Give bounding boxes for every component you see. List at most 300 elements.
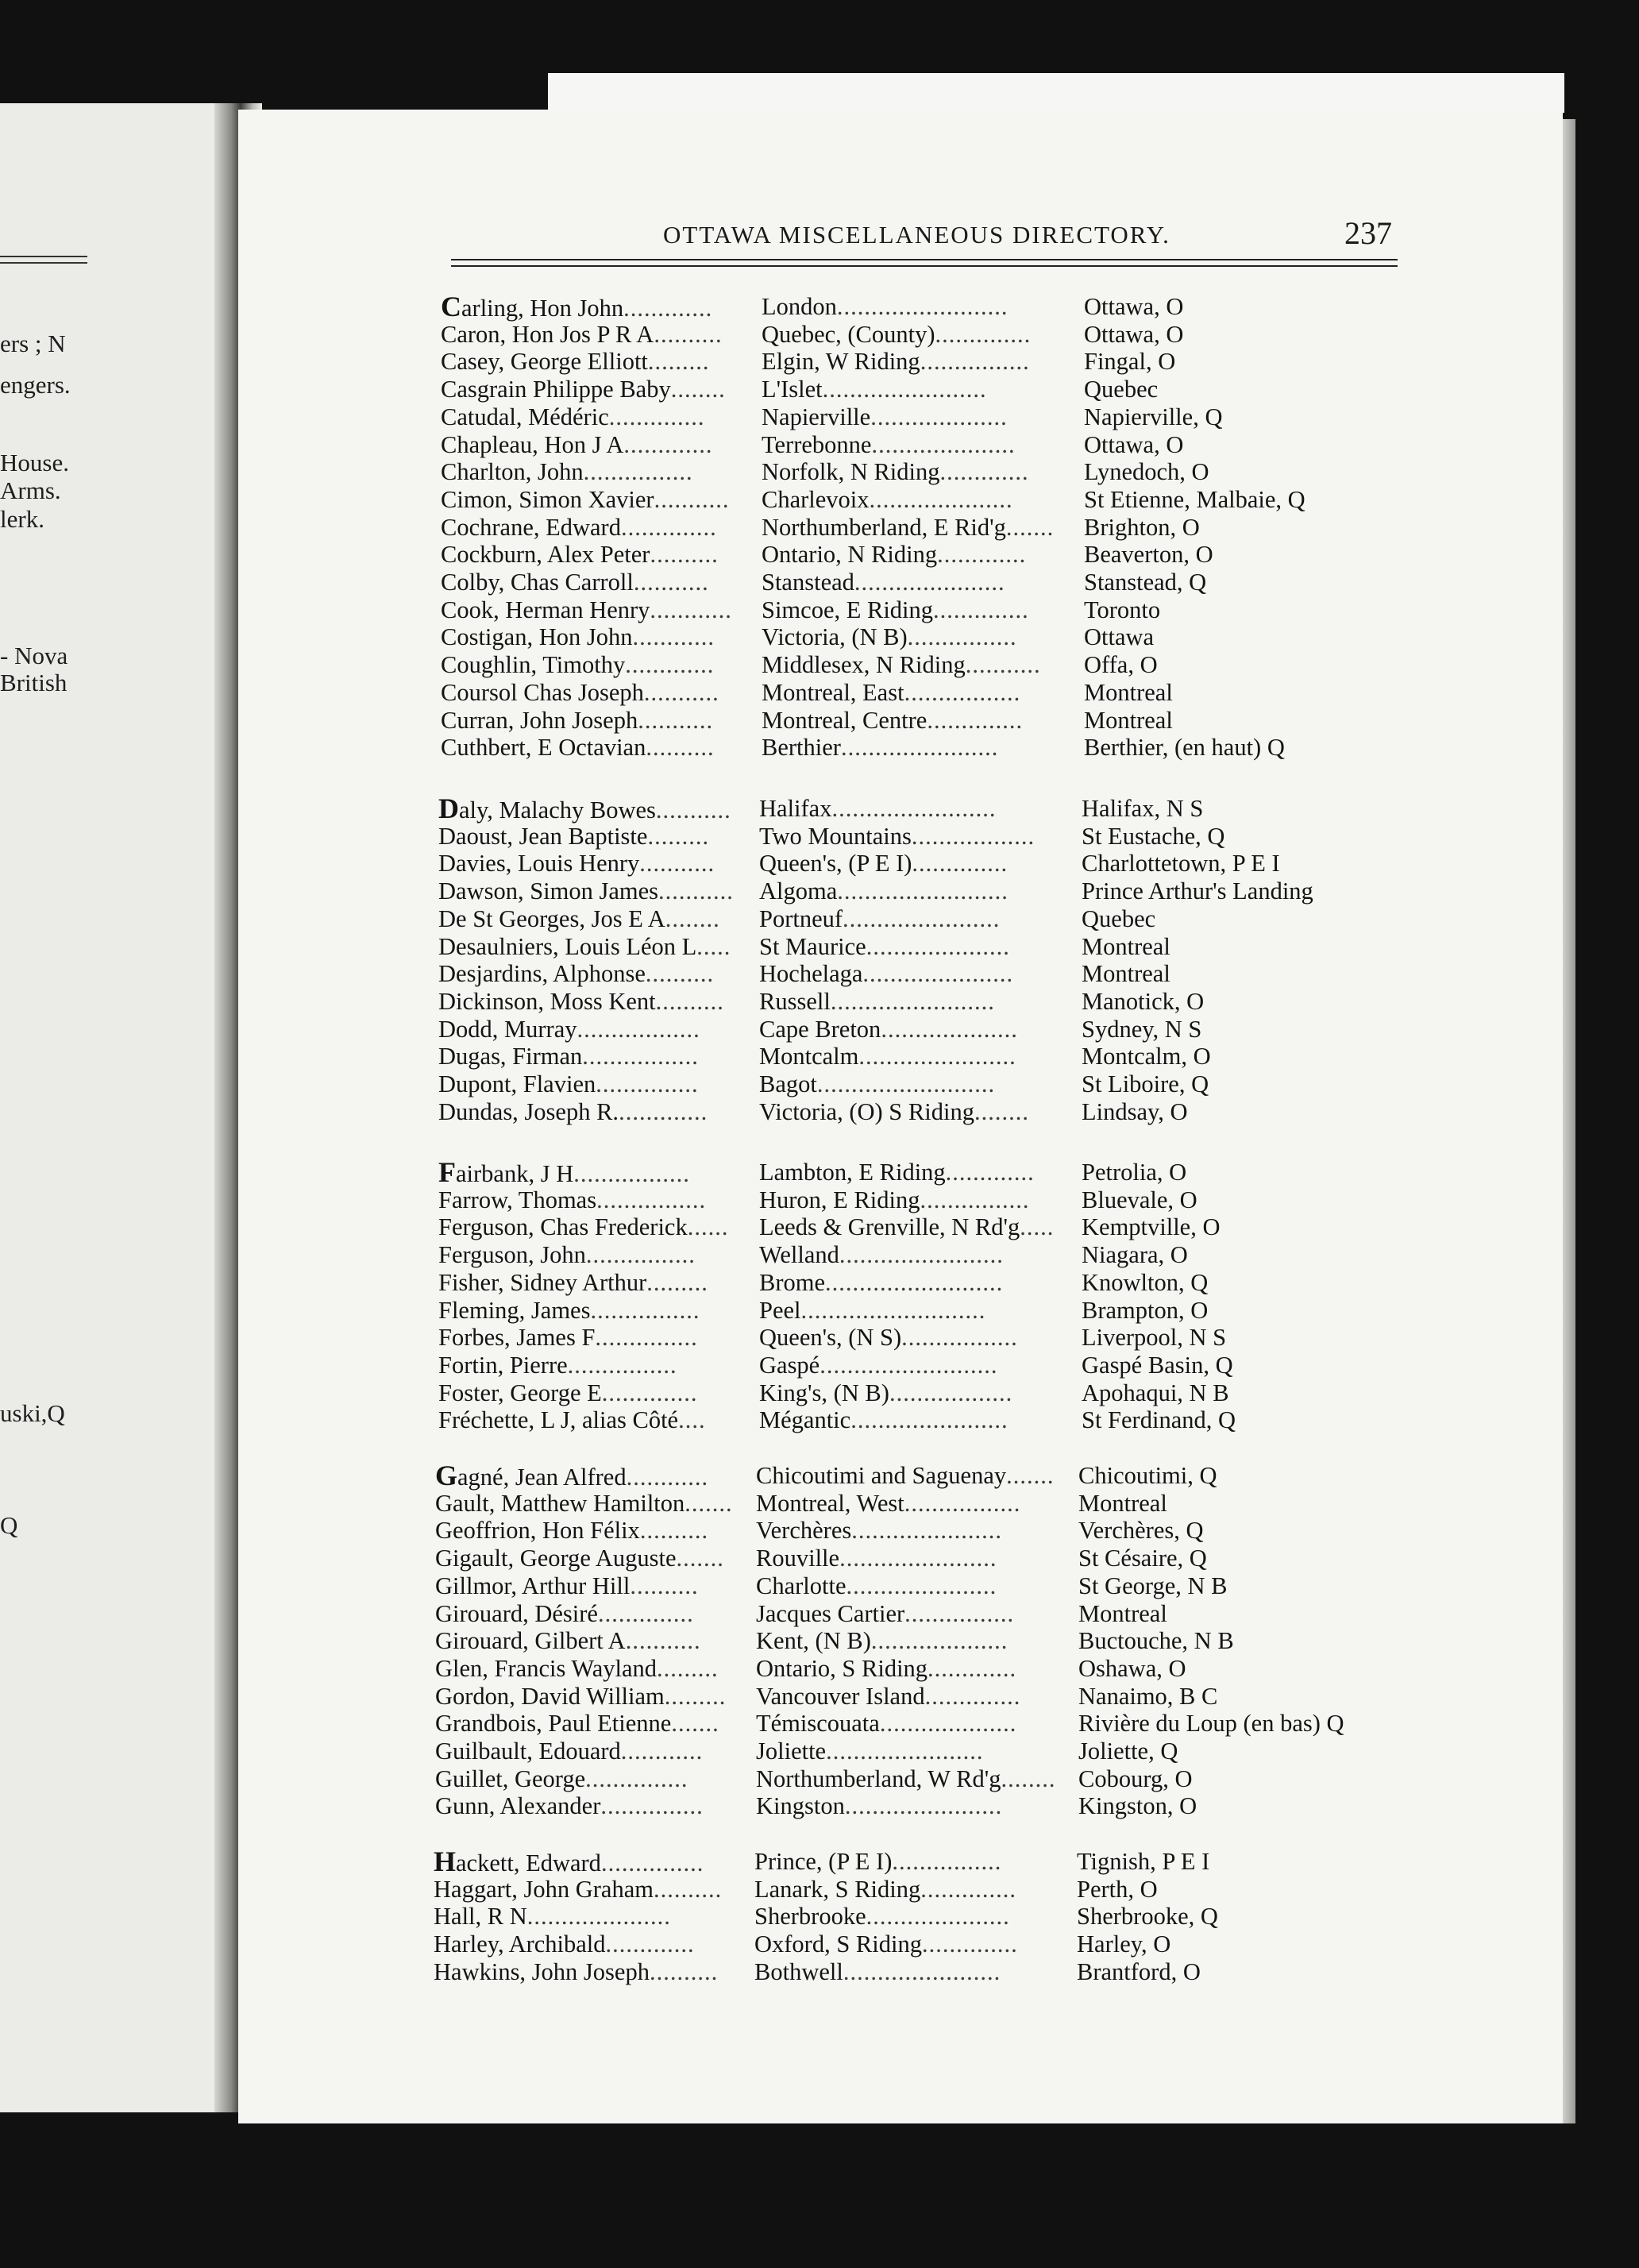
leader-dots: .............. (921, 1930, 1018, 1958)
constituency: Montreal, Centre.............. (762, 706, 1024, 734)
constituency: Victoria, (O) S Riding........ (759, 1097, 1029, 1125)
leader-dots: ............. (623, 430, 713, 458)
leader-dots: ................ (920, 348, 1030, 376)
post-office: Tignish, P E I (1077, 1848, 1210, 1875)
constituency: Montcalm....................... (759, 1043, 1016, 1070)
leader-dots: ................ (583, 458, 693, 486)
member-name: Cockburn, Alex Peter.......... (441, 541, 719, 569)
leader-dots: ...................... (862, 960, 1014, 988)
constituency: Bagot.......................... (759, 1070, 996, 1097)
left-page-fragment: Q (0, 1511, 18, 1539)
member-name: Costigan, Hon John............ (441, 623, 715, 651)
member-name: Casgrain Philippe Baby........ (441, 376, 726, 403)
member-name: Dodd, Murray.................. (438, 1015, 700, 1043)
post-office: Kemptville, O (1082, 1213, 1221, 1241)
leader-dots: ................ (567, 1351, 677, 1379)
left-page-fragment: House. (0, 449, 69, 476)
post-office: St Césaire, Q (1078, 1545, 1207, 1572)
left-page-rule (0, 262, 87, 264)
header-rule (451, 259, 1398, 260)
leader-dots: ................ (892, 1848, 1002, 1875)
leader-dots: .................... (870, 403, 1008, 430)
post-office: Fingal, O (1084, 348, 1176, 376)
leader-dots: ......................... (837, 878, 1008, 905)
leader-dots: .......................... (816, 1070, 996, 1097)
leader-dots: ....... (676, 1545, 724, 1572)
post-office: Montcalm, O (1082, 1043, 1211, 1070)
leader-dots: ...................... (854, 569, 1005, 596)
member-name: Fairbank, J H................. (438, 1156, 690, 1188)
page-edge (1563, 119, 1575, 2123)
left-page-fragment: lerk. (0, 505, 44, 533)
left-page-fragment: ers ; N (0, 330, 66, 357)
constituency: St Maurice..................... (759, 932, 1010, 960)
leader-dots: ........................ (830, 987, 995, 1015)
constituency: Elgin, W Riding................ (762, 348, 1030, 376)
header-rule (451, 265, 1398, 267)
leader-dots: .......... (650, 541, 719, 569)
leader-dots: .... (678, 1406, 706, 1434)
left-page (0, 103, 238, 2112)
post-office: Prince Arthur's Landing (1082, 878, 1313, 905)
leader-dots: ....................... (858, 1043, 1016, 1070)
constituency: Bothwell....................... (754, 1958, 1001, 1985)
post-office: Lindsay, O (1082, 1097, 1188, 1125)
leader-dots: ........ (670, 376, 726, 403)
constituency: Algoma......................... (759, 878, 1008, 905)
member-name: Forbes, James F............... (438, 1324, 698, 1352)
post-office: St Ferdinand, Q (1082, 1406, 1236, 1434)
leader-dots: .......... (654, 320, 723, 348)
leader-dots: ....................... (839, 1545, 997, 1572)
leader-dots: ................. (582, 1043, 699, 1070)
leader-dots: .............. (912, 850, 1008, 878)
leader-dots: ............. (927, 1654, 1017, 1682)
post-office: Beaverton, O (1084, 541, 1213, 569)
constituency: Ontario, S Riding............. (756, 1654, 1017, 1682)
member-name: Gillmor, Arthur Hill.......... (435, 1572, 699, 1599)
leader-dots: ........ (665, 904, 720, 932)
constituency: Terrebonne..................... (762, 430, 1016, 458)
leader-dots: ........................ (831, 795, 997, 822)
member-name: Coursol Chas Joseph........... (441, 678, 719, 706)
leader-dots: ............. (937, 541, 1027, 569)
post-office: Kingston, O (1078, 1792, 1197, 1820)
post-office: Montreal (1084, 678, 1173, 706)
member-name: Cochrane, Edward.............. (441, 513, 717, 541)
leader-dots: ........... (633, 569, 709, 596)
leader-dots: ..................... (866, 932, 1010, 960)
leader-dots: ........... (654, 485, 730, 513)
leader-dots: ..... (1020, 1213, 1055, 1241)
member-name: Davies, Louis Henry........... (438, 850, 715, 878)
constituency: Chicoutimi and Saguenay....... (756, 1462, 1055, 1489)
leader-dots: .......... (630, 1572, 699, 1599)
constituency: Berthier....................... (762, 734, 999, 762)
section-initial: C (441, 291, 461, 322)
leader-dots: ........... (638, 706, 714, 734)
leader-dots: .......................... (825, 1268, 1004, 1296)
running-title: OTTAWA MISCELLANEOUS DIRECTORY. (663, 221, 1170, 249)
member-name: Cuthbert, E Octavian.......... (441, 734, 715, 762)
member-name: Cimon, Simon Xavier........... (441, 485, 730, 513)
member-name: Ferguson, Chas Frederick...... (438, 1213, 729, 1241)
leader-dots: .............. (924, 1682, 1021, 1710)
member-name: Daoust, Jean Baptiste......... (438, 822, 710, 850)
constituency: Hochelaga...................... (759, 960, 1014, 988)
leader-dots: .................... (879, 1710, 1017, 1738)
leader-dots: ........ (1001, 1765, 1056, 1792)
post-office: Quebec (1082, 904, 1156, 932)
post-office: Brighton, O (1084, 513, 1200, 541)
leader-dots: ................ (907, 623, 1017, 651)
post-office: Manotick, O (1082, 987, 1205, 1015)
constituency: Halifax........................ (759, 795, 997, 822)
leader-dots: ......... (657, 1654, 719, 1682)
post-office: Bluevale, O (1082, 1186, 1197, 1213)
leader-dots: ....................... (826, 1738, 984, 1765)
constituency: Cape Breton.................... (759, 1015, 1018, 1043)
member-name: Hawkins, John Joseph.......... (434, 1958, 719, 1985)
leader-dots: .................... (870, 1627, 1008, 1655)
constituency: Two Mountains.................. (759, 822, 1035, 850)
post-office: Sherbrooke, Q (1077, 1903, 1218, 1930)
constituency: Lambton, E Riding............. (759, 1159, 1035, 1186)
leader-dots: ............ (650, 596, 732, 623)
constituency: Russell........................ (759, 987, 995, 1015)
leader-dots: ................. (901, 1324, 1018, 1352)
member-name: Dickinson, Moss Kent.......... (438, 987, 724, 1015)
constituency: Sherbrooke..................... (754, 1903, 1010, 1930)
constituency: Stanstead...................... (762, 569, 1005, 596)
post-office: Lynedoch, O (1084, 458, 1209, 486)
leader-dots: ............ (620, 1738, 704, 1765)
member-name: Colby, Chas Carroll........... (441, 569, 709, 596)
post-office: Ottawa, O (1084, 293, 1184, 320)
section-initial: D (438, 793, 459, 824)
member-name: Carling, Hon John............. (441, 291, 713, 322)
post-office: Berthier, (en haut) Q (1084, 734, 1285, 762)
constituency: Jacques Cartier................ (756, 1599, 1015, 1627)
post-office: Offa, O (1084, 651, 1158, 679)
leader-dots: ........... (639, 850, 715, 878)
leader-dots: ................. (904, 1489, 1021, 1517)
member-name: Ferguson, John................ (438, 1241, 696, 1269)
leader-dots: ............. (605, 1930, 695, 1958)
leader-dots: .............. (597, 1599, 694, 1627)
paper-slip (548, 73, 1564, 113)
leader-dots: ...... (687, 1213, 729, 1241)
post-office: Knowlton, Q (1082, 1268, 1209, 1296)
post-office: Apohaqui, N B (1082, 1379, 1229, 1406)
constituency: Brome.......................... (759, 1268, 1004, 1296)
constituency: King's, (N B).................. (759, 1379, 1013, 1406)
member-name: Gunn, Alexander............... (435, 1792, 704, 1820)
leader-dots: .......................... (820, 1351, 998, 1379)
member-name: Fréchette, L J, alias Côté.... (438, 1406, 706, 1434)
member-name: Gordon, David William......... (435, 1682, 727, 1710)
member-name: Grandbois, Paul Etienne....... (435, 1710, 719, 1738)
constituency: L'Islet........................ (762, 376, 987, 403)
left-page-fragment: uski,Q (0, 1399, 65, 1427)
member-name: Gigault, George Auguste....... (435, 1545, 724, 1572)
leader-dots: ......................... (836, 293, 1008, 320)
leader-dots: ....................... (850, 1406, 1008, 1434)
leader-dots: ........... (625, 1627, 701, 1655)
leader-dots: ................ (590, 1296, 700, 1324)
leader-dots: .............. (620, 513, 717, 541)
constituency: Verchères...................... (756, 1517, 1002, 1545)
member-name: Dawson, Simon James........... (438, 878, 734, 905)
member-name: Charlton, John................ (441, 458, 693, 486)
leader-dots: ............. (939, 458, 1029, 486)
constituency: Northumberland, E Rid'g....... (762, 513, 1055, 541)
member-name: Fisher, Sidney Arthur......... (438, 1268, 708, 1296)
leader-dots: .......... (655, 987, 724, 1015)
member-name: Hall, R N..................... (434, 1903, 671, 1930)
post-office: Niagara, O (1082, 1241, 1188, 1269)
post-office: Sydney, N S (1082, 1015, 1202, 1043)
post-office: Ottawa, O (1084, 430, 1184, 458)
leader-dots: ......... (647, 822, 710, 850)
leader-dots: ............... (585, 1765, 688, 1792)
leader-dots: .............. (608, 403, 705, 430)
leader-dots: ......... (647, 348, 710, 376)
member-name: Geoffrion, Hon Félix.......... (435, 1517, 709, 1545)
leader-dots: .................. (577, 1015, 700, 1043)
leader-dots: ............... (600, 1850, 704, 1876)
post-office: Perth, O (1077, 1875, 1158, 1903)
leader-dots: ..... (696, 932, 731, 960)
member-name: Foster, George E.............. (438, 1379, 698, 1406)
leader-dots: ........... (655, 796, 731, 824)
constituency: Charlevoix..................... (762, 485, 1013, 513)
leader-dots: .......... (649, 1958, 719, 1985)
post-office: St Eustache, Q (1082, 822, 1225, 850)
constituency: Mégantic....................... (759, 1406, 1008, 1434)
leader-dots: ................. (573, 1160, 690, 1187)
leader-dots: ..................... (871, 430, 1016, 458)
constituency: Gaspé.......................... (759, 1351, 998, 1379)
leader-dots: ......... (664, 1682, 727, 1710)
leader-dots: ............... (600, 1792, 704, 1820)
leader-dots: ........... (965, 651, 1041, 679)
post-office: Chicoutimi, Q (1078, 1462, 1217, 1489)
post-office: Brampton, O (1082, 1296, 1209, 1324)
leader-dots: ........... (658, 878, 734, 905)
left-page-rule (0, 256, 87, 257)
post-office: St Liboire, Q (1082, 1070, 1209, 1097)
leader-dots: .................. (889, 1379, 1013, 1406)
member-name: Fortin, Pierre................ (438, 1351, 677, 1379)
leader-dots: ............. (945, 1159, 1035, 1186)
leader-dots: ............. (623, 295, 713, 322)
member-name: Farrow, Thomas................ (438, 1186, 707, 1213)
post-office: Halifax, N S (1082, 795, 1204, 822)
post-office: Napierville, Q (1084, 403, 1223, 430)
leader-dots: ............ (632, 623, 715, 651)
leader-dots: .......... (653, 1875, 723, 1903)
constituency: Lanark, S Riding.............. (754, 1875, 1016, 1903)
constituency: Welland........................ (759, 1241, 1004, 1269)
leader-dots: ............... (596, 1070, 699, 1097)
member-name: Casey, George Elliott......... (441, 348, 710, 376)
post-office: Joliette, Q (1078, 1738, 1178, 1765)
post-office: Oshawa, O (1078, 1654, 1186, 1682)
section-initial: G (435, 1460, 458, 1491)
constituency: Norfolk, N Riding............. (762, 458, 1029, 486)
member-name: Catudal, Médéric.............. (441, 403, 705, 430)
constituency: Napierville.................... (762, 403, 1008, 430)
constituency: Kent, (N B).................... (756, 1627, 1008, 1655)
constituency: Rouville....................... (756, 1545, 997, 1572)
constituency: Middlesex, N Riding........... (762, 651, 1041, 679)
constituency: Huron, E Riding................ (759, 1186, 1030, 1213)
constituency: Ontario, N Riding............. (762, 541, 1027, 569)
leader-dots: ....................... (843, 1958, 1001, 1985)
constituency: Queen's, (P E I).............. (759, 850, 1008, 878)
leader-dots: ..................... (869, 485, 1013, 513)
leader-dots: ............ (626, 1464, 709, 1491)
left-page-fragment: British (0, 669, 67, 696)
leader-dots: ....... (1005, 513, 1055, 541)
leader-dots: ....... (671, 1710, 719, 1738)
leader-dots: ....... (1006, 1462, 1055, 1489)
constituency: Northumberland, W Rd'g........ (756, 1765, 1056, 1792)
post-office: Buctouche, N B (1078, 1627, 1234, 1655)
leader-dots: .......... (645, 960, 715, 988)
leader-dots: ............. (625, 651, 715, 679)
post-office: Charlottetown, P E I (1082, 850, 1280, 878)
member-name: Dupont, Flavien............... (438, 1070, 699, 1097)
post-office: Liverpool, N S (1082, 1324, 1227, 1352)
constituency: Queen's, (N S)................. (759, 1324, 1018, 1352)
member-name: Cook, Herman Henry............ (441, 596, 732, 623)
leader-dots: ........................ (839, 1241, 1004, 1269)
constituency: Montreal, East................. (762, 678, 1021, 706)
leader-dots: .............. (601, 1379, 698, 1406)
leader-dots: ....... (685, 1489, 733, 1517)
leader-dots: .................. (911, 822, 1035, 850)
member-name: Curran, John Joseph........... (441, 706, 714, 734)
post-office: Montreal (1078, 1599, 1167, 1627)
post-office: Montreal (1082, 932, 1170, 960)
leader-dots: .......... (646, 734, 715, 762)
constituency: Montreal, West................. (756, 1489, 1021, 1517)
post-office: Harley, O (1077, 1930, 1171, 1958)
left-page-fragment: - Nova (0, 642, 68, 669)
constituency: Témiscouata.................... (756, 1710, 1017, 1738)
post-office: Cobourg, O (1078, 1765, 1193, 1792)
member-name: De St Georges, Jos E A........ (438, 904, 720, 932)
section-initial: H (434, 1846, 457, 1877)
post-office: St Etienne, Malbaie, Q (1084, 485, 1305, 513)
constituency: Charlotte...................... (756, 1572, 997, 1599)
post-office: Gaspé Basin, Q (1082, 1351, 1233, 1379)
leader-dots: ..................... (866, 1903, 1010, 1930)
post-office: Brantford, O (1077, 1958, 1201, 1985)
leader-dots: ....................... (843, 904, 1001, 932)
member-name: Gagné, Jean Alfred............ (435, 1460, 709, 1491)
post-office: Ottawa, O (1084, 320, 1184, 348)
constituency: Quebec, (County).............. (762, 320, 1032, 348)
member-name: Girouard, Désiré.............. (435, 1599, 694, 1627)
post-office: St George, N B (1078, 1572, 1228, 1599)
member-name: Hackett, Edward............... (434, 1846, 704, 1877)
member-name: Guilbault, Edouard............ (435, 1738, 704, 1765)
constituency: Prince, (P E I)................ (754, 1848, 1002, 1875)
post-office: Rivière du Loup (en bas) Q (1078, 1710, 1344, 1738)
left-page-fragment: engers. (0, 371, 71, 399)
member-name: Desjardins, Alphonse.......... (438, 960, 715, 988)
leader-dots: .............. (920, 1875, 1016, 1903)
leader-dots: ........................ (822, 376, 987, 403)
leader-dots: ........................... (800, 1296, 986, 1324)
member-name: Daly, Malachy Bowes........... (438, 793, 731, 824)
page-number: 237 (1344, 215, 1392, 251)
constituency: Peel........................... (759, 1296, 986, 1324)
member-name: Harley, Archibald............. (434, 1930, 695, 1958)
leader-dots: ...................... (846, 1572, 997, 1599)
leader-dots: .................... (881, 1015, 1018, 1043)
member-name: Caron, Hon Jos P R A.......... (441, 320, 723, 348)
leader-dots: .............. (933, 596, 1029, 623)
post-office: Montreal (1078, 1489, 1167, 1517)
post-office: Stanstead, Q (1084, 569, 1207, 596)
post-office: Nanaimo, B C (1078, 1682, 1218, 1710)
member-name: Desaulniers, Louis Léon L..... (438, 932, 731, 960)
post-office: Montreal (1082, 960, 1170, 988)
constituency: Simcoe, E Riding.............. (762, 596, 1029, 623)
constituency: London......................... (762, 293, 1008, 320)
post-office: Toronto (1084, 596, 1161, 623)
member-name: Dundas, Joseph R.............. (438, 1097, 708, 1125)
member-name: Girouard, Gilbert A........... (435, 1627, 701, 1655)
leader-dots: ............... (595, 1324, 698, 1352)
section-initial: F (438, 1156, 456, 1188)
member-name: Haggart, John Graham.......... (434, 1875, 723, 1903)
post-office: Ottawa (1084, 623, 1155, 651)
constituency: Vancouver Island.............. (756, 1682, 1021, 1710)
member-name: Guillet, George............... (435, 1765, 688, 1792)
post-office: Quebec (1084, 376, 1159, 403)
leader-dots: ....................... (840, 734, 999, 762)
constituency: Oxford, S Riding.............. (754, 1930, 1018, 1958)
member-name: Coughlin, Timothy............. (441, 651, 715, 679)
left-page-fragment: Arms. (0, 476, 61, 504)
leader-dots: ..................... (526, 1903, 671, 1930)
leader-dots: ................ (596, 1186, 707, 1213)
leader-dots: ........... (643, 678, 719, 706)
post-office: Montreal (1084, 706, 1173, 734)
post-office: Petrolia, O (1082, 1159, 1187, 1186)
leader-dots: ............. (619, 1097, 708, 1125)
leader-dots: ...................... (851, 1517, 1002, 1545)
leader-dots: .......... (639, 1517, 709, 1545)
constituency: Kingston....................... (756, 1792, 1003, 1820)
post-office: Verchères, Q (1078, 1517, 1204, 1545)
member-name: Chapleau, Hon J A............. (441, 430, 713, 458)
constituency: Leeds & Grenville, N Rd'g..... (759, 1213, 1055, 1241)
constituency: Victoria, (N B)................ (762, 623, 1017, 651)
member-name: Dugas, Firman................. (438, 1043, 699, 1070)
leader-dots: ................ (585, 1241, 696, 1269)
member-name: Gault, Matthew Hamilton....... (435, 1489, 733, 1517)
leader-dots: ................. (904, 678, 1021, 706)
constituency: Portneuf....................... (759, 904, 1001, 932)
leader-dots: .............. (927, 706, 1024, 734)
member-name: Fleming, James................ (438, 1296, 700, 1324)
